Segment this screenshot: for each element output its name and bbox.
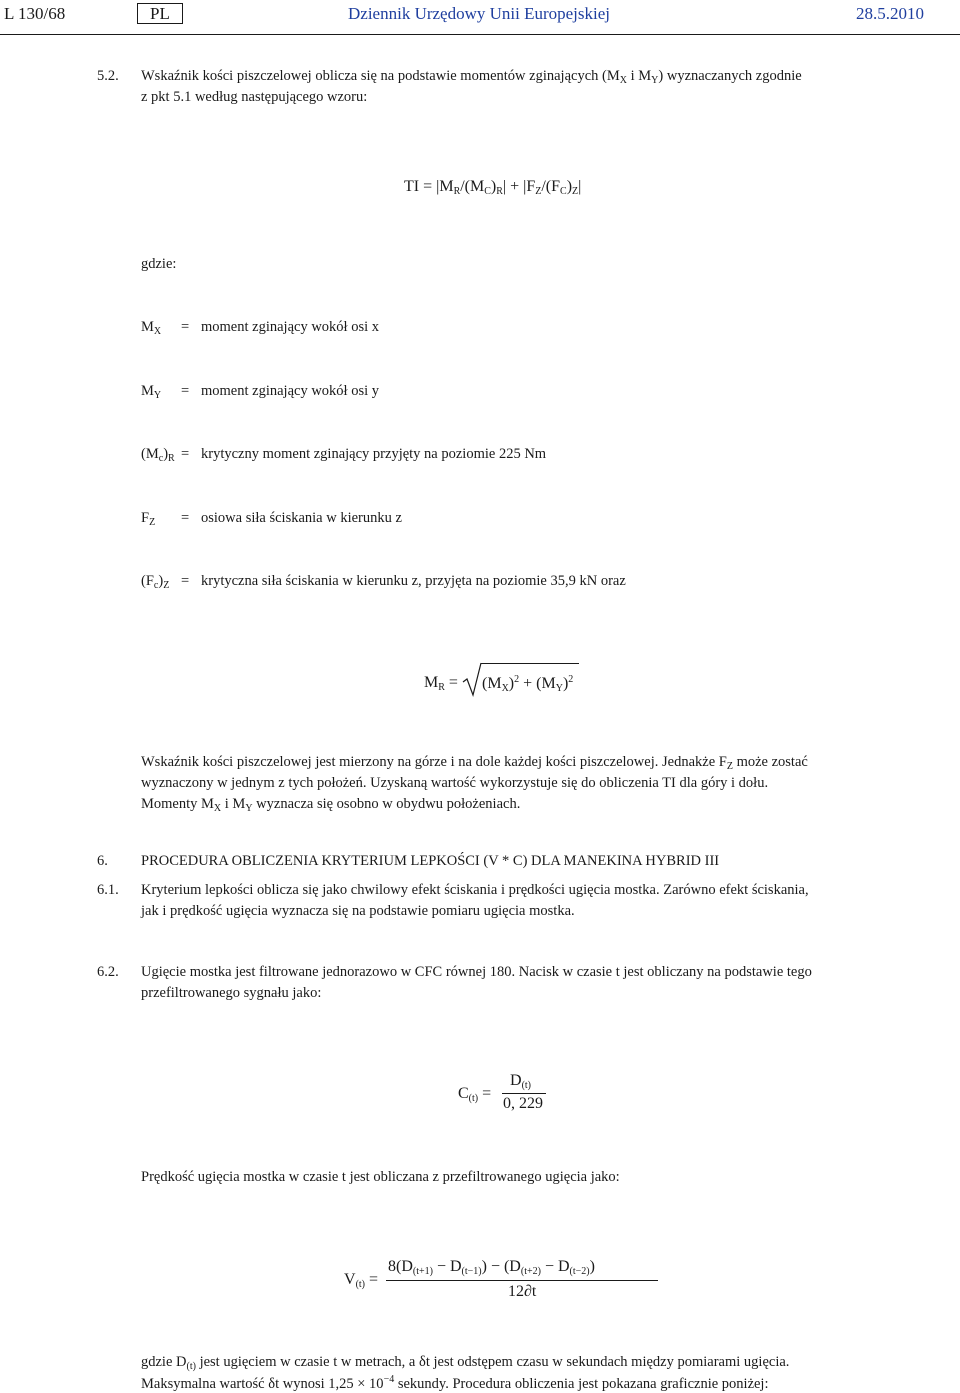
def-equals: = [181,573,190,589]
section-number-6-2: 6.2. [97,964,119,980]
section-number-6: 6. [97,853,108,869]
def-symbol-mx: $M_X$ [141,319,162,337]
ti-formula: TI = $|M_R/(M_C)_R| + |F_Z/(F_C)_Z|$ [404,178,582,197]
def-text-fz: osiowa siła ściskania w kierunku z [201,510,402,526]
para-line1: Wskaźnik kości piszczelowej jest mierzony na górze i na dole każdej kości piszczelowej. Jednakże $F_Z$ może zostać [141,754,808,772]
section-number-6-1: 6.1. [97,882,119,898]
journal-title: Dziennik Urzędowy Unii Europejskiej [348,4,611,23]
section-number-5-2: 5.2. [97,68,119,84]
section-6-title: PROCEDURA OBLICZENIA KRYTERIUM LEPKOŚCI (V * C) DLA MANEKINA HYBRID III [141,853,720,869]
para-line2: wyznaczony w jednym z tych położeń. Uzyskaną wartość wykorzystuje się do obliczenia TI dla góry i dołu. [141,775,769,791]
final-line2: Maksymalna wartość δt wynosi $1,25 \times 10^{-4}$ sekundy. Procedura obliczenia jest pokazana graficznie poniżej: [141,1374,769,1392]
language-badge: PL [137,3,183,24]
mr-formula-lhs: $M_R$ = [424,674,458,693]
def-equals: = [181,510,190,526]
c-formula-numerator: $D_{(t)}$ [510,1072,532,1091]
square-root-sign [462,662,482,698]
where-label: gdzie: [141,256,177,272]
header-divider [0,34,960,35]
def-equals: = [181,383,190,399]
def-equals: = [181,446,190,462]
def-symbol-fz: $F_Z$ [141,510,156,528]
c-formula-fraction-line [502,1093,546,1094]
section-6-2-line2: przefiltrowanego sygnału jako: [141,985,322,1001]
page-reference: L 130/68 [4,4,66,23]
final-line1: gdzie $D_{(t)}$ jest ugięciem w czasie t w metrach, a δt jest odstępem czasu w sekundach między pomiarami ugięcia. [141,1354,790,1372]
def-text-fcz: krytyczna siła ściskania w kierunku z, przyjęta na poziomie 35,9 kN oraz [201,573,626,589]
section-6-1-line2: jak i prędkość ugięcia wyznacza się na podstawie pomiaru ugięcia mostka. [141,903,575,919]
def-text-mx: moment zginający wokół osi x [201,319,379,335]
square-root-bar [481,663,579,664]
def-text-my: moment zginający wokół osi y [201,383,379,399]
velocity-description: Prędkość ugięcia mostka w czasie t jest obliczana z przefiltrowanego ugięcia jako: [141,1169,620,1185]
def-symbol-my: $M_Y$ [141,383,162,401]
def-symbol-mcr: $(M_c)_R$ [141,446,175,464]
mr-formula-radicand: $(M_X)^2 + (M_Y)^2$ [482,674,574,694]
section-6-1-line1: Kryterium lepkości oblicza się jako chwilowy efekt ściskania i prędkości ugięcia mostka. Zarówno efekt ściskania, [141,882,809,898]
para-line3: Momenty $M_X$ i $M_Y$ wyznacza się osobno w obydwu położeniach. [141,796,521,814]
def-text-mcr: krytyczny moment zginający przyjęty na poziomie 225 Nm [201,446,547,462]
section-6-2-line1: Ugięcie mostka jest filtrowane jednorazowo w CFC równej 180. Nacisk w czasie t jest obliczany na podstawie tego [141,964,812,980]
v-formula-fraction-line [386,1280,658,1281]
v-formula-denominator: 12∂t [508,1283,537,1300]
v-formula-numerator: $8(D_{(t+1)} - D_{(t-1)}) - (D_{(t+2)} - D_{(t-2)})$ [388,1258,595,1277]
def-symbol-fcz: $(F_c)_Z$ [141,573,170,591]
v-formula-lhs: $V_{(t)}$ = [344,1271,379,1290]
section-5-2-line2: z pkt 5.1 według następującego wzoru: [141,89,368,105]
section-5-2-line1: Wskaźnik kości piszczelowej oblicza się na podstawie momentów zginających ($M_X$ i $M_Y$) wyznaczanych zgodnie [141,68,802,86]
c-formula-lhs: $C_{(t)}$ = [458,1085,492,1104]
def-equals: = [181,319,190,335]
publication-date: 28.5.2010 [856,4,924,23]
c-formula-denominator: 0, 229 [503,1095,543,1112]
